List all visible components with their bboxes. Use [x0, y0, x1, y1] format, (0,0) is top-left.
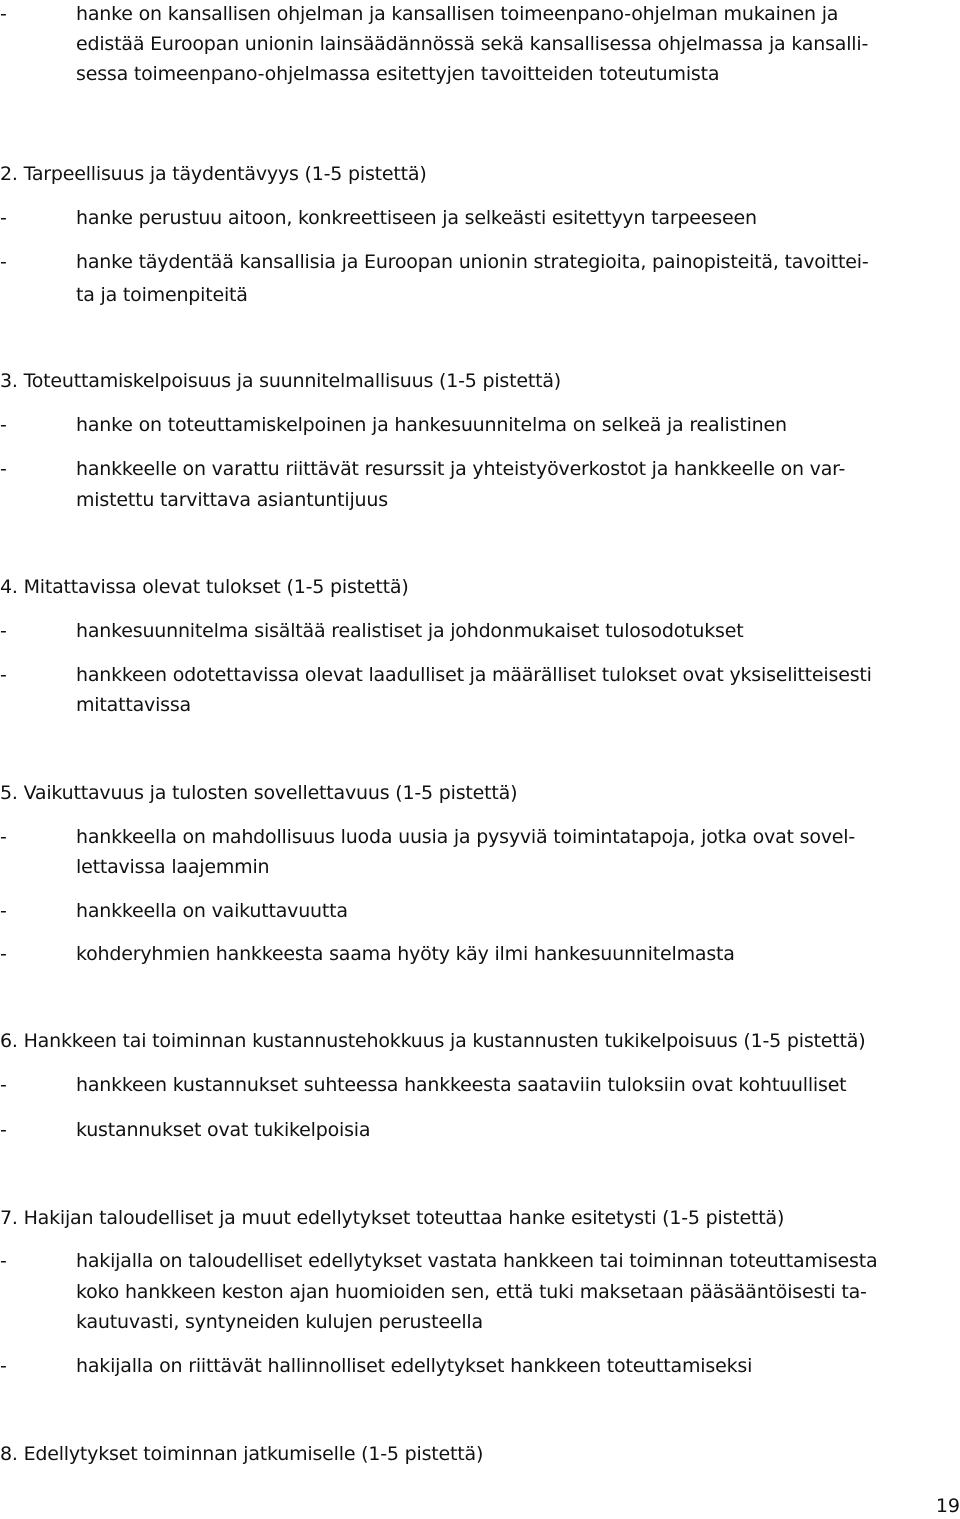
bullet-text: mitattavissa — [76, 694, 191, 716]
bullet-text: kustannukset ovat tukikelpoisia — [76, 1119, 371, 1141]
section-heading: 6. Hankkeen tai toiminnan kustannustehokkuus ja kustannusten tukikelpoisuus (1-5 pistettä) — [0, 1030, 866, 1052]
bullet-dash: - — [0, 458, 7, 480]
bullet-text: hanke on toteuttamiskelpoinen ja hankesuunnitelma on selkeä ja realistinen — [76, 414, 787, 436]
bullet-dash: - — [0, 3, 7, 25]
bullet-text: hankkeen odotettavissa olevat laadulliset ja määrälliset tulokset ovat yksiselitteisesti — [76, 664, 872, 686]
section-heading: 3. Toteuttamiskelpoisuus ja suunnitelmallisuus (1-5 pistettä) — [0, 370, 562, 392]
bullet-text: hakijalla on riittävät hallinnolliset edellytykset hankkeen toteuttamiseksi — [76, 1355, 753, 1377]
page-number: 19 — [935, 1495, 960, 1517]
bullet-text: edistää Euroopan unionin lainsäädännössä sekä kansallisessa ohjelmassa ja kansalli- — [76, 33, 869, 55]
bullet-text: hankkeelle on varattu riittävät resurssit ja yhteistyöverkostot ja hankkeelle on var- — [76, 458, 846, 480]
bullet-text: sessa toimeenpano-ohjelmassa esitettyjen tavoitteiden toteutumista — [76, 63, 720, 85]
bullet-text: lettavissa laajemmin — [76, 856, 270, 878]
bullet-dash: - — [0, 251, 7, 273]
bullet-text: hanke täydentää kansallisia ja Euroopan unionin strategioita, painopisteitä, tavoittei- — [76, 251, 869, 273]
bullet-dash: - — [0, 1355, 7, 1377]
bullet-dash: - — [0, 826, 7, 848]
bullet-dash: - — [0, 664, 7, 686]
bullet-text: hanke perustuu aitoon, konkreettiseen ja selkeästi esitettyyn tarpeeseen — [76, 207, 757, 229]
bullet-dash: - — [0, 943, 7, 965]
section-heading: 2. Tarpeellisuus ja täydentävyys (1-5 pistettä) — [0, 163, 427, 185]
bullet-text: hankkeen kustannukset suhteessa hankkeesta saataviin tuloksiin ovat kohtuulliset — [76, 1074, 847, 1096]
bullet-text: kohderyhmien hankkeesta saama hyöty käy ilmi hankesuunnitelmasta — [76, 943, 735, 965]
section-heading: 8. Edellytykset toiminnan jatkumiselle (1-5 pistettä) — [0, 1443, 484, 1465]
bullet-dash: - — [0, 900, 7, 922]
bullet-dash: - — [0, 1250, 7, 1272]
bullet-dash: - — [0, 207, 7, 229]
bullet-text: hakijalla on taloudelliset edellytykset vastata hankkeen tai toiminnan toteuttamisesta — [76, 1250, 878, 1272]
section-heading: 7. Hakijan taloudelliset ja muut edellytykset toteuttaa hanke esitetysti (1-5 pistettä) — [0, 1207, 785, 1229]
bullet-text: hankkeella on vaikuttavuutta — [76, 900, 348, 922]
bullet-text: mistettu tarvittava asiantuntijuus — [76, 489, 388, 511]
bullet-dash: - — [0, 1119, 7, 1141]
bullet-text: koko hankkeen keston ajan huomioiden sen, että tuki maksetaan pääsääntöisesti ta- — [76, 1281, 867, 1303]
bullet-text: hanke on kansallisen ohjelman ja kansallisen toimeenpano-ohjelman mukainen ja — [76, 3, 839, 25]
bullet-dash: - — [0, 620, 7, 642]
bullet-dash: - — [0, 1074, 7, 1096]
bullet-text: kautuvasti, syntyneiden kulujen perusteella — [76, 1311, 483, 1333]
bullet-text: hankkeella on mahdollisuus luoda uusia ja pysyviä toimintatapoja, jotka ovat sovel- — [76, 826, 856, 848]
bullet-text: hankesuunnitelma sisältää realistiset ja johdonmukaiset tulosodotukset — [76, 620, 744, 642]
bullet-text: ta ja toimenpiteitä — [76, 284, 248, 306]
bullet-dash: - — [0, 414, 7, 436]
section-heading: 5. Vaikuttavuus ja tulosten sovellettavuus (1-5 pistettä) — [0, 782, 518, 804]
section-heading: 4. Mitattavissa olevat tulokset (1-5 pistettä) — [0, 576, 409, 598]
